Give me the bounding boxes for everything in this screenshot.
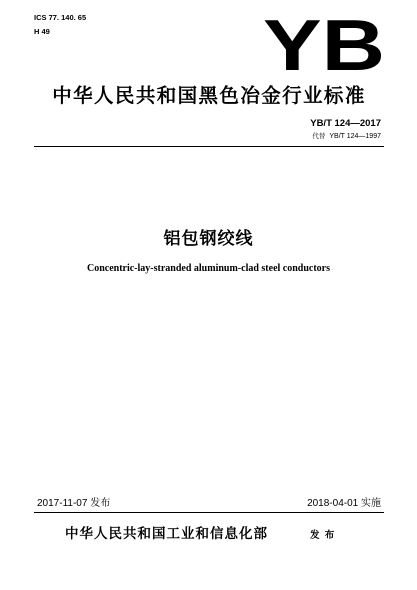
publish-date: 2017-11-07 发布 xyxy=(37,498,111,509)
industry-standard-title: 中华人民共和国黑色冶金行业标准 xyxy=(52,84,366,107)
bottom-divider xyxy=(34,512,384,513)
replaced-standard-number: YB/T 124—1997 xyxy=(329,133,381,140)
implement-date: 2018-04-01 实施 xyxy=(307,498,381,509)
chinese-title: 铝包钢绞线 xyxy=(163,229,254,249)
yb-logo-mark xyxy=(262,12,386,76)
replaces-line xyxy=(312,131,381,142)
issue-label: 发 布 xyxy=(310,530,336,541)
standard-number: YB/T 124—2017 xyxy=(310,118,381,129)
replaces-prefix: 代替 xyxy=(312,132,326,140)
yb-logo xyxy=(262,12,386,76)
ics-code: ICS 77. 140. 65 xyxy=(34,13,87,22)
ccs-code: H 49 xyxy=(34,27,50,36)
english-title: Concentric-lay-stranded aluminum-clad steel conductors xyxy=(86,263,331,274)
top-divider xyxy=(34,146,384,147)
issuing-authority: 中华人民共和国工业和信息化部 xyxy=(65,526,268,542)
yb-logo-text: YB xyxy=(263,12,385,76)
